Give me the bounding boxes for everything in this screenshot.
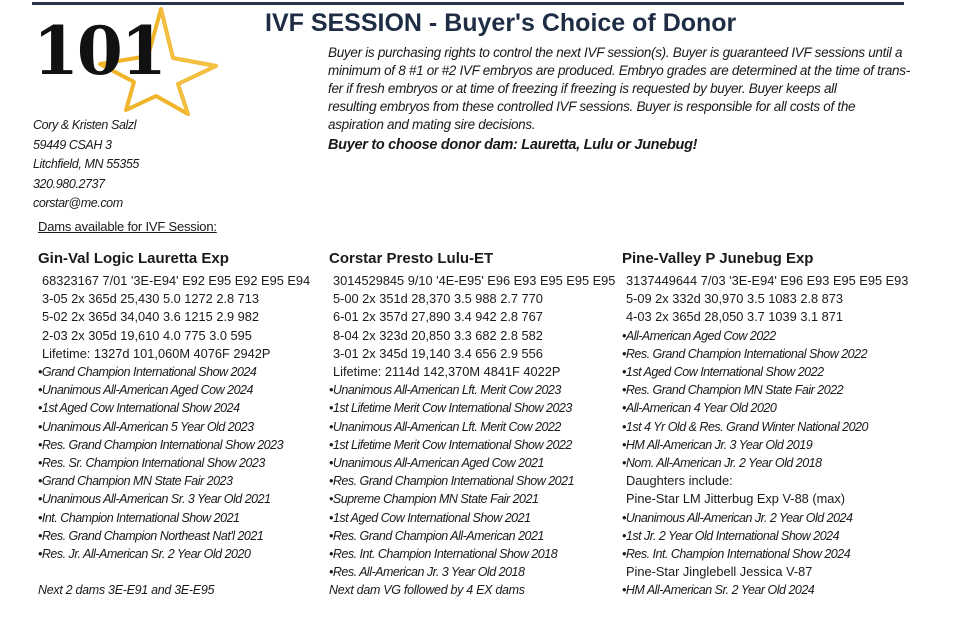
honor-item: •1st Lifetime Merit Cow International Show 2023: [329, 401, 572, 416]
terms-paragraph: [328, 44, 910, 134]
honor-item: •Supreme Champion MN State Fair 2021: [329, 492, 539, 507]
dam-footnote: Next dam VG followed by 4 EX dams: [329, 583, 525, 597]
dam-record-line: 2-03 2x 305d 19,610 4.0 775 3.0 595: [42, 327, 252, 343]
honor-item: •1st Aged Cow International Show 2024: [38, 401, 240, 416]
dam-column-junebug: [622, 249, 908, 600]
dams-heading: Dams available for IVF Session:: [38, 219, 217, 234]
dam-record-line: 4-03 2x 365d 28,050 3.7 1039 3.1 871: [626, 309, 844, 325]
daughter-name: Pine-Star LM Jitterbug Exp V-88 (max): [626, 491, 846, 507]
dam-record-line: Lifetime: 1327d 101,060M 4076F 2942P: [42, 345, 271, 361]
lot-badge: [30, 6, 230, 116]
seller-address: 59449 CSAH 3: [33, 137, 112, 152]
dam-record-line: 3-05 2x 365d 25,430 5.0 1272 2.8 713: [42, 291, 260, 307]
honor-item: •Res. Jr. All-American Sr. 2 Year Old 2020: [38, 547, 251, 562]
terms-call-to-action: Buyer to choose donor dam: Lauretta, Lulu or Junebug!: [328, 137, 698, 153]
seller-email: corstar@me.com: [33, 196, 123, 210]
dam-record-line: 5-00 2x 351d 28,370 3.5 988 2.7 770: [333, 291, 543, 307]
honor-item: •All-American 4 Year Old 2020: [622, 401, 777, 416]
daughter-name: Pine-Star Jinglebell Jessica V-87: [626, 564, 813, 580]
terms-line: Buyer is purchasing rights to control the next IVF session(s). Buyer is guaranteed IVF sessions until a: [328, 45, 903, 60]
honor-item: •Unanimous All-American Jr. 2 Year Old 2024: [622, 510, 853, 525]
honor-item: •1st Lifetime Merit Cow International Show 2022: [329, 437, 572, 452]
dam-record-line: 3137449644 7/03 '3E-E94' E96 E93 E95 E95 E93: [626, 273, 909, 288]
honor-item: •HM All-American Jr. 3 Year Old 2019: [622, 437, 813, 452]
honor-item: •Grand Champion International Show 2024: [38, 365, 257, 380]
honor-item: •1st Aged Cow International Show 2022: [622, 365, 824, 380]
honor-item: •All-American Aged Cow 2022: [622, 328, 776, 343]
top-rule: [32, 2, 904, 5]
dam-record-line: 68323167 7/01 '3E-E94' E92 E95 E92 E95 E94: [42, 273, 311, 288]
terms-line: aspiration and mating sire decisions.: [328, 117, 536, 132]
honor-item: •Res. Grand Champion International Show 2022: [622, 346, 868, 361]
dam-name: Gin-Val Logic Lauretta Exp: [38, 250, 229, 267]
seller-contact: [33, 116, 139, 214]
dam-record-line: 8-04 2x 323d 20,850 3.3 682 2.8 582: [333, 327, 543, 343]
dam-record-line: 6-01 2x 357d 27,890 3.4 942 2.8 767: [333, 309, 543, 325]
honor-item: •Unanimous All-American Lft. Merit Cow 2022: [329, 419, 561, 434]
honor-item: •1st Aged Cow International Show 2021: [329, 510, 531, 525]
honor-item: •Grand Champion MN State Fair 2023: [38, 474, 233, 489]
honor-item: •HM All-American Sr. 2 Year Old 2024: [622, 583, 815, 598]
page-title: IVF SESSION - Buyer's Choice of Donor: [265, 9, 737, 37]
dam-name: Corstar Presto Lulu-ET: [329, 250, 494, 267]
dam-footnote: Next 2 dams 3E-E91 and 3E-E95: [38, 583, 215, 597]
terms-line: fer if fresh embryos or at time of freezing if freezing is requested by buyer. Buyer keeps all: [328, 81, 837, 96]
honor-item: •Res. Grand Champion International Show 2023: [38, 437, 284, 452]
dam-record-line: Lifetime: 2114d 142,370M 4841F 4022P: [333, 364, 561, 380]
honor-item: •Res. Grand Champion MN State Fair 2022: [622, 383, 844, 398]
honor-item: •Res. Grand Champion All-American 2021: [329, 528, 544, 543]
honor-item: •Res. Grand Champion International Show 2021: [329, 474, 575, 489]
dam-name: Pine-Valley P Junebug Exp: [622, 250, 814, 267]
honor-item: •Res. All-American Jr. 3 Year Old 2018: [329, 565, 525, 580]
dam-record-line: 3-01 2x 345d 19,140 3.4 656 2.9 556: [333, 345, 543, 361]
seller-city: Litchfield, MN 55355: [33, 157, 139, 171]
dam-column-lulu: [329, 249, 615, 581]
honor-item: •1st 4 Yr Old & Res. Grand Winter National 2020: [622, 419, 868, 434]
honor-item: •Nom. All-American Jr. 2 Year Old 2018: [622, 456, 822, 471]
honor-item: •Unanimous All-American 5 Year Old 2023: [38, 419, 254, 434]
honor-item: •Res. Int. Champion International Show 2024: [622, 547, 851, 562]
terms-line: resulting embryos from these controlled IVF sessions. Buyer is responsible for all costs of the: [328, 99, 856, 114]
honor-item: •1st Jr. 2 Year Old International Show 2024: [622, 528, 840, 543]
honor-item: •Unanimous All-American Aged Cow 2024: [38, 383, 253, 398]
honor-item: •Res. Int. Champion International Show 2018: [329, 547, 558, 562]
seller-phone: 320.980.2737: [33, 176, 105, 191]
seller-name: Cory & Kristen Salzl: [33, 118, 137, 132]
dam-record-line: 5-02 2x 365d 34,040 3.6 1215 2.9 982: [42, 309, 260, 325]
honor-item: •Int. Champion International Show 2021: [38, 510, 240, 525]
lot-number: 101: [33, 12, 165, 90]
dam-record-line: 3014529845 9/10 '4E-E95' E96 E93 E95 E95 E95: [333, 273, 616, 288]
dam-record-line: 5-09 2x 332d 30,970 3.5 1083 2.8 873: [626, 291, 844, 307]
honor-item: •Unanimous All-American Sr. 3 Year Old 2021: [38, 492, 271, 507]
daughters-heading: Daughters include:: [626, 473, 733, 489]
honor-item: •Res. Sr. Champion International Show 2023: [38, 456, 265, 471]
honor-item: •Unanimous All-American Aged Cow 2021: [329, 456, 544, 471]
honor-item: •Res. Grand Champion Northeast Nat'l 2021: [38, 528, 264, 543]
dam-column-lauretta: [38, 249, 310, 563]
terms-line: minimum of 8 #1 or #2 IVF embryos are produced. Embryo grades are determined at the time of trans-: [328, 63, 910, 78]
honor-item: •Unanimous All-American Lft. Merit Cow 2023: [329, 383, 561, 398]
